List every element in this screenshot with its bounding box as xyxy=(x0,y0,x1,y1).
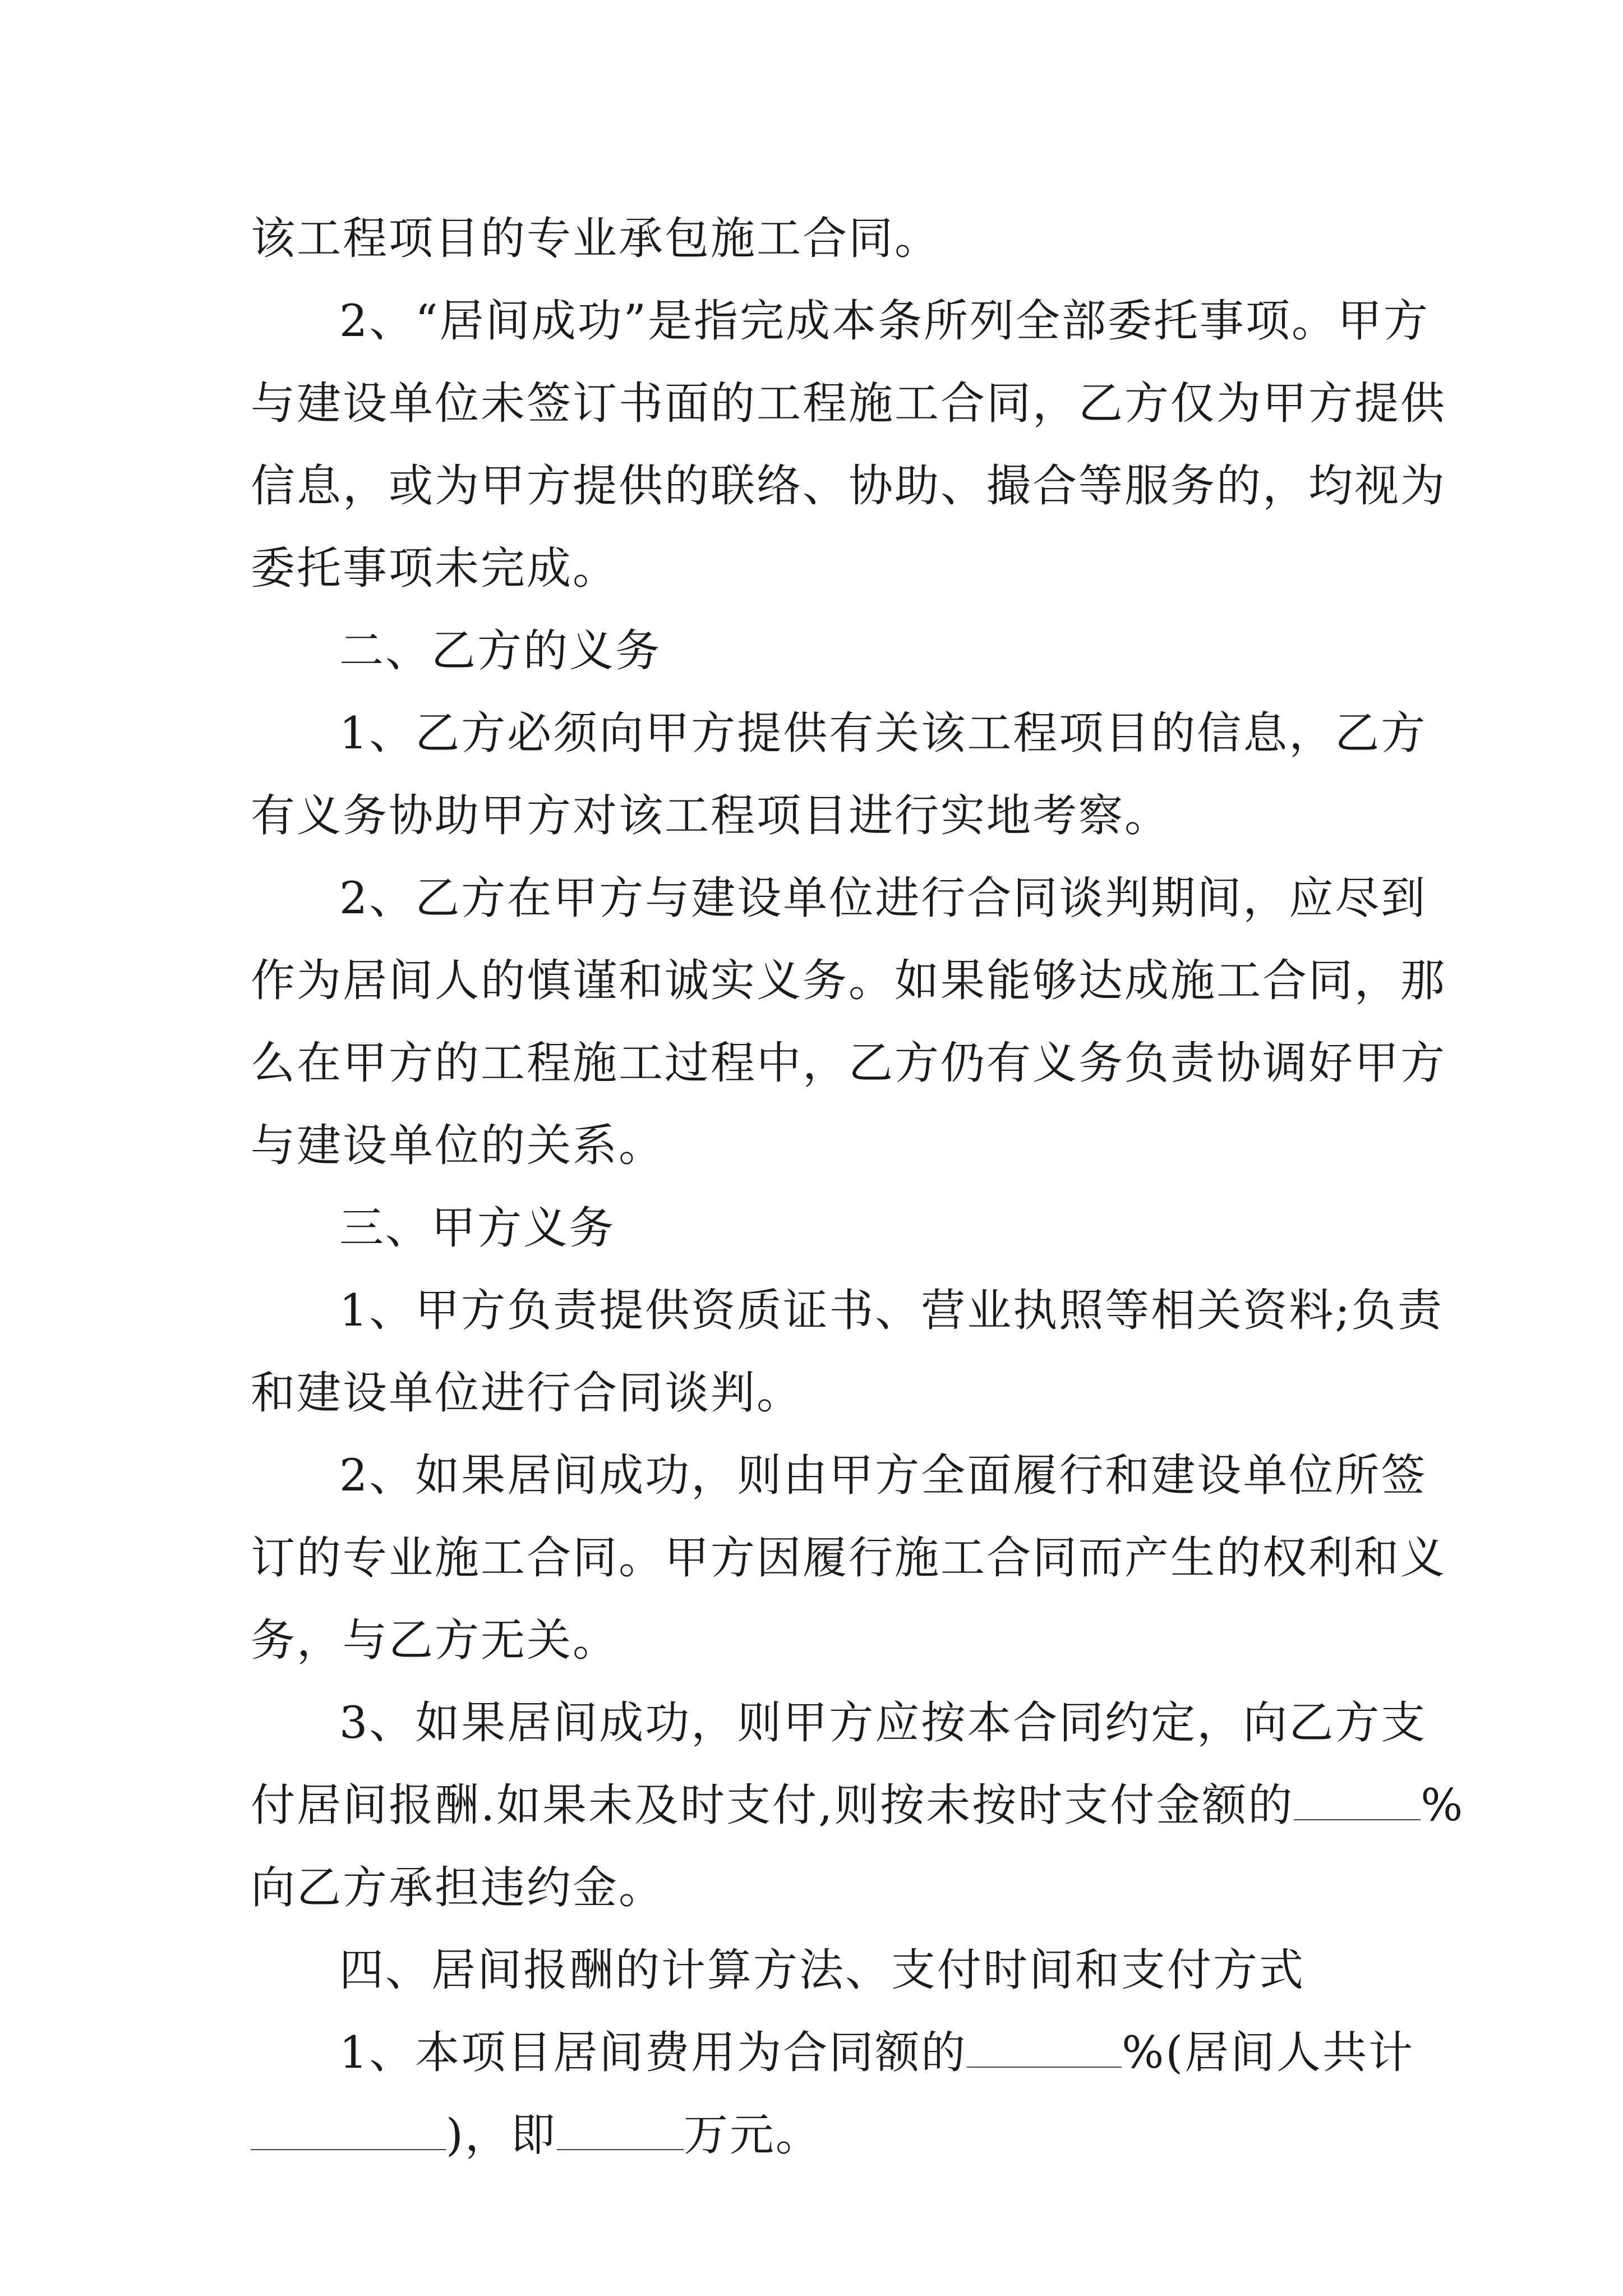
section-heading: 三、甲方义务 xyxy=(339,1202,615,1254)
text-line: 向乙方承担违约金。 xyxy=(251,1862,665,1913)
line-suffix: %(居间人共计 xyxy=(1122,2027,1415,2078)
text-line: 务，与乙方无关。 xyxy=(251,1614,619,1666)
text-line: 有义务协助甲方对该工程项目进行实地考察。 xyxy=(251,790,1170,841)
text-line: 2、“居间成功”是指完成本条所列全部委托事项。甲方 xyxy=(339,295,1430,347)
percent-sign: % xyxy=(1421,1779,1465,1831)
fill-in-blank[interactable] xyxy=(967,2026,1122,2068)
text-line: 与建设单位的关系。 xyxy=(251,1120,665,1171)
line-text: )，即 xyxy=(446,2109,557,2161)
line-text: 付居间报酬.如果未及时支付,则按未按时支付金额的 xyxy=(251,1779,1294,1831)
text-line: 作为居间人的慎谨和诚实义务。如果能够达成施工合同，那 xyxy=(251,955,1446,1006)
text-line: 和建设单位进行合同谈判。 xyxy=(251,1367,803,1419)
line-text: 1、本项目居间费用为合同额的 xyxy=(339,2027,967,2078)
text-line: 么在甲方的工程施工过程中，乙方仍有义务负责协调好甲方 xyxy=(251,1037,1446,1089)
text-line: 委托事项未完成。 xyxy=(251,542,619,594)
text-line: 2、乙方在甲方与建设单位进行合同谈判期间，应尽到 xyxy=(339,872,1427,924)
text-line-with-blank xyxy=(251,1764,1465,1847)
text-line: 订的专业施工合同。甲方因履行施工合同而产生的权利和义 xyxy=(251,1532,1446,1584)
line-suffix: 万元。 xyxy=(683,2109,822,2161)
section-heading: 二、乙方的义务 xyxy=(339,625,661,677)
fill-in-blank[interactable] xyxy=(557,2109,684,2150)
fill-in-blank[interactable] xyxy=(251,2109,446,2150)
text-line: 信息，或为甲方提供的联络、协助、撮合等服务的，均视为 xyxy=(251,460,1446,512)
text-line: 1、乙方必须向甲方提供有关该工程项目的信息，乙方 xyxy=(339,707,1427,759)
text-line: 2、如果居间成功，则由甲方全面履行和建设单位所签 xyxy=(339,1450,1427,1501)
text-line-with-blanks xyxy=(251,2094,1400,2177)
document-body xyxy=(251,197,1465,2177)
text-line-with-blank xyxy=(251,2012,1415,2094)
fill-in-blank[interactable] xyxy=(1294,1779,1421,1820)
text-line: 该工程项目的专业承包施工合同。 xyxy=(251,213,940,264)
text-line: 与建设单位未签订书面的工程施工合同，乙方仅为甲方提供 xyxy=(251,378,1446,429)
text-line: 3、如果居间成功，则甲方应按本合同约定，向乙方支 xyxy=(339,1697,1427,1749)
section-heading: 四、居间报酬的计算方法、支付时间和支付方式 xyxy=(339,1944,1305,1996)
text-line: 1、甲方负责提供资质证书、营业执照等相关资料;负责 xyxy=(339,1285,1444,1336)
